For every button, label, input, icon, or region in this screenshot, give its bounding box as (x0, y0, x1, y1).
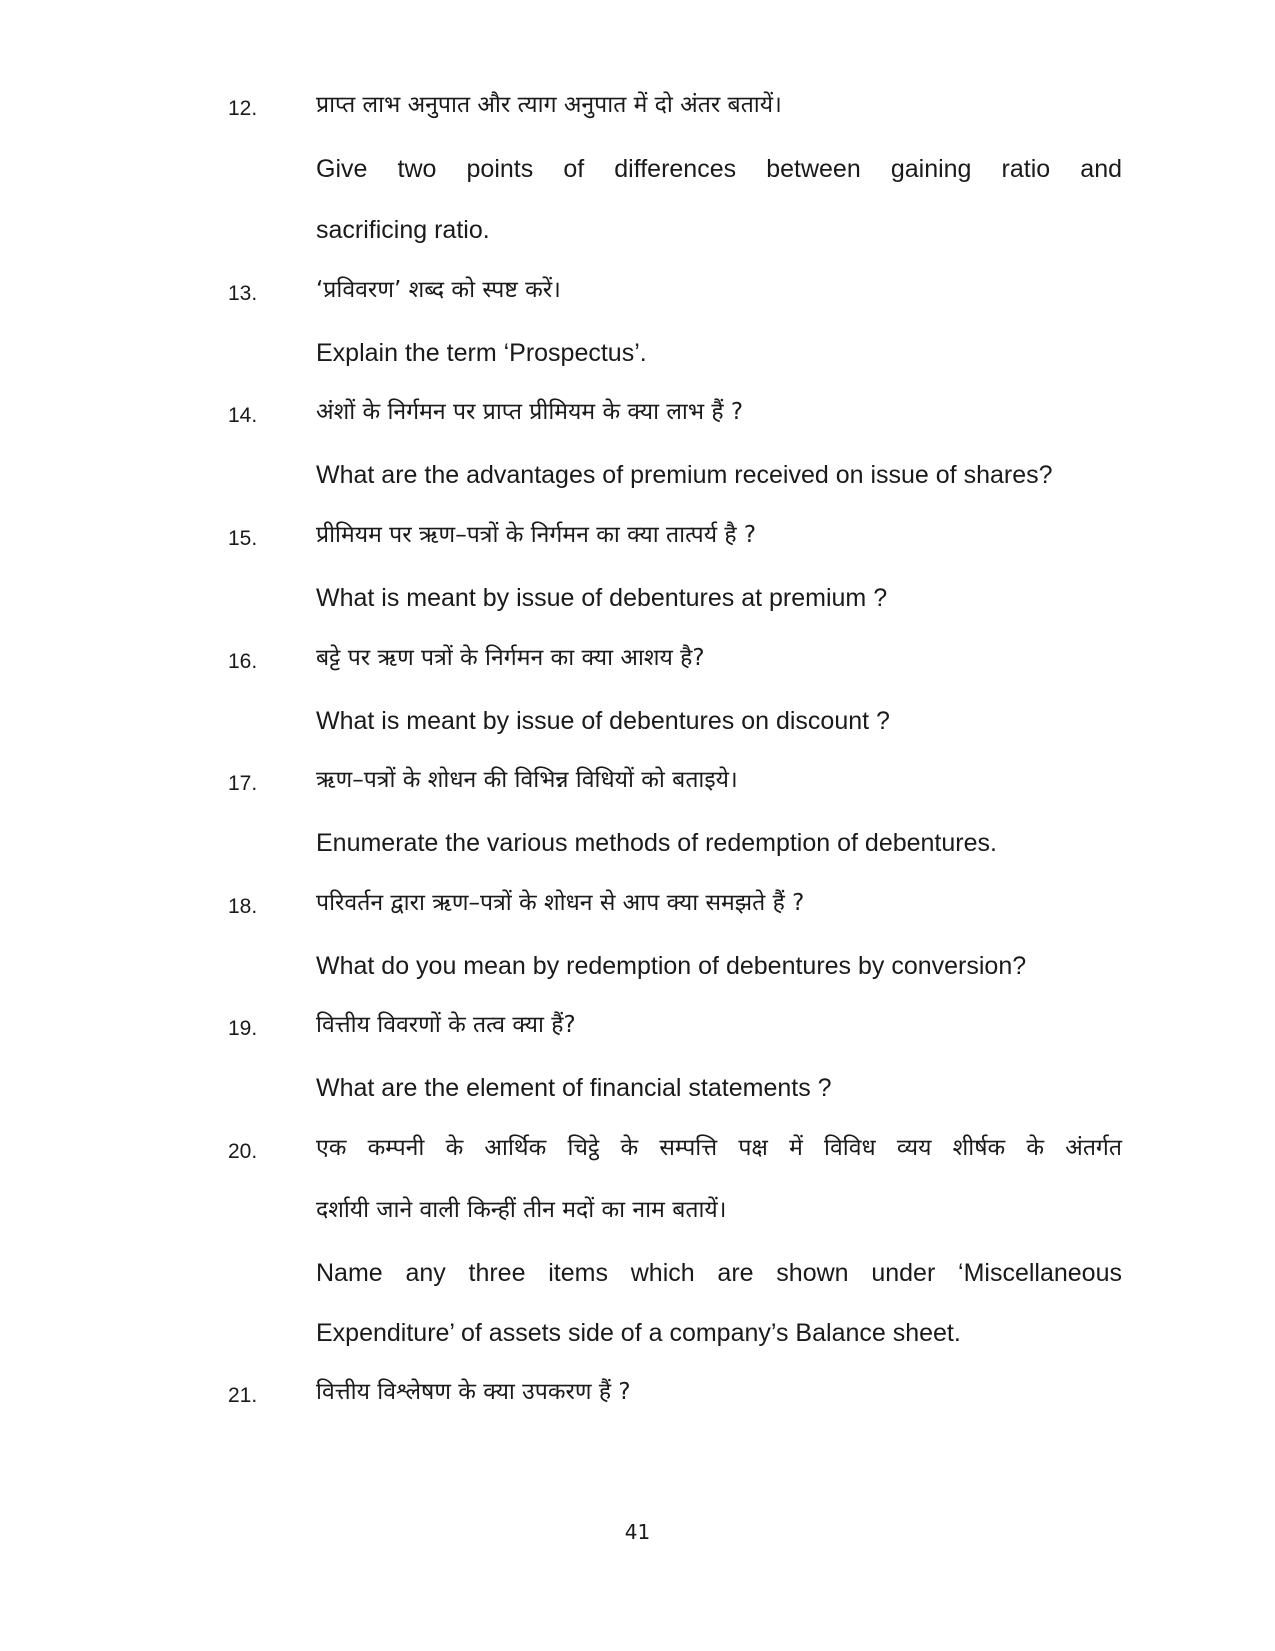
question-number: 17. (228, 772, 258, 795)
question-hindi: एक कम्पनी के आर्थिक चिट्ठे के सम्पत्ति पक्ष में विविध व्यय शीर्षक के अंतर्गत (316, 1135, 1122, 1161)
question-english: sacrificing ratio. (316, 216, 490, 244)
question-english: What is meant by issue of debentures at premium ? (316, 584, 888, 612)
question-hindi: अंशों के निर्गमन पर प्राप्त प्रीमियम के क्या लाभ हैं ? (316, 399, 744, 425)
question-hindi: वित्तीय विश्लेषण के क्या उपकरण हैं ? (316, 1379, 631, 1405)
question-hindi: वित्तीय विवरणों के तत्व क्या हैं? (316, 1012, 576, 1038)
question-number: 16. (228, 650, 258, 673)
question-number: 15. (228, 527, 258, 550)
question-number: 14. (228, 404, 258, 427)
page-number: 41 (624, 1520, 651, 1544)
question-number: 12. (228, 97, 258, 120)
question-hindi: प्राप्त लाभ अनुपात और त्याग अनुपात में दो अंतर बतायें। (316, 92, 782, 118)
question-hindi: ‘प्रविवरण’ शब्द को स्पष्ट करें। (316, 277, 561, 303)
question-english: What is meant by issue of debentures on discount ? (316, 707, 890, 735)
question-number: 20. (228, 1140, 258, 1163)
question-english: Explain the term ‘Prospectus’. (316, 339, 647, 367)
question-english: Name any three items which are shown under ‘Miscellaneous (316, 1259, 1122, 1287)
question-hindi: दर्शायी जाने वाली किन्हीं तीन मदों का नाम बतायें। (316, 1197, 727, 1223)
question-english: Give two points of differences between gaining ratio and (316, 155, 1122, 183)
question-english: What do you mean by redemption of debentures by conversion? (316, 952, 1027, 980)
question-hindi: प्रीमियम पर ऋण–पत्रों के निर्गमन का क्या तात्पर्य है ? (316, 522, 757, 548)
question-english: Expenditure’ of assets side of a company’s Balance sheet. (316, 1319, 961, 1347)
question-hindi: ऋण–पत्रों के शोधन की विभिन्न विधियों को बताइये। (316, 767, 738, 793)
question-number: 21. (228, 1384, 258, 1407)
question-english: What are the element of financial statements ? (316, 1074, 832, 1102)
question-english: What are the advantages of premium received on issue of shares? (316, 461, 1053, 489)
question-hindi: बट्टे पर ऋण पत्रों के निर्गमन का क्या आशय है? (316, 645, 705, 671)
question-number: 18. (228, 895, 258, 918)
question-number: 13. (228, 282, 258, 305)
question-hindi: परिवर्तन द्वारा ऋण–पत्रों के शोधन से आप क्या समझते हैं ? (316, 890, 805, 916)
question-number: 19. (228, 1017, 258, 1040)
question-english: Enumerate the various methods of redemption of debentures. (316, 829, 997, 857)
